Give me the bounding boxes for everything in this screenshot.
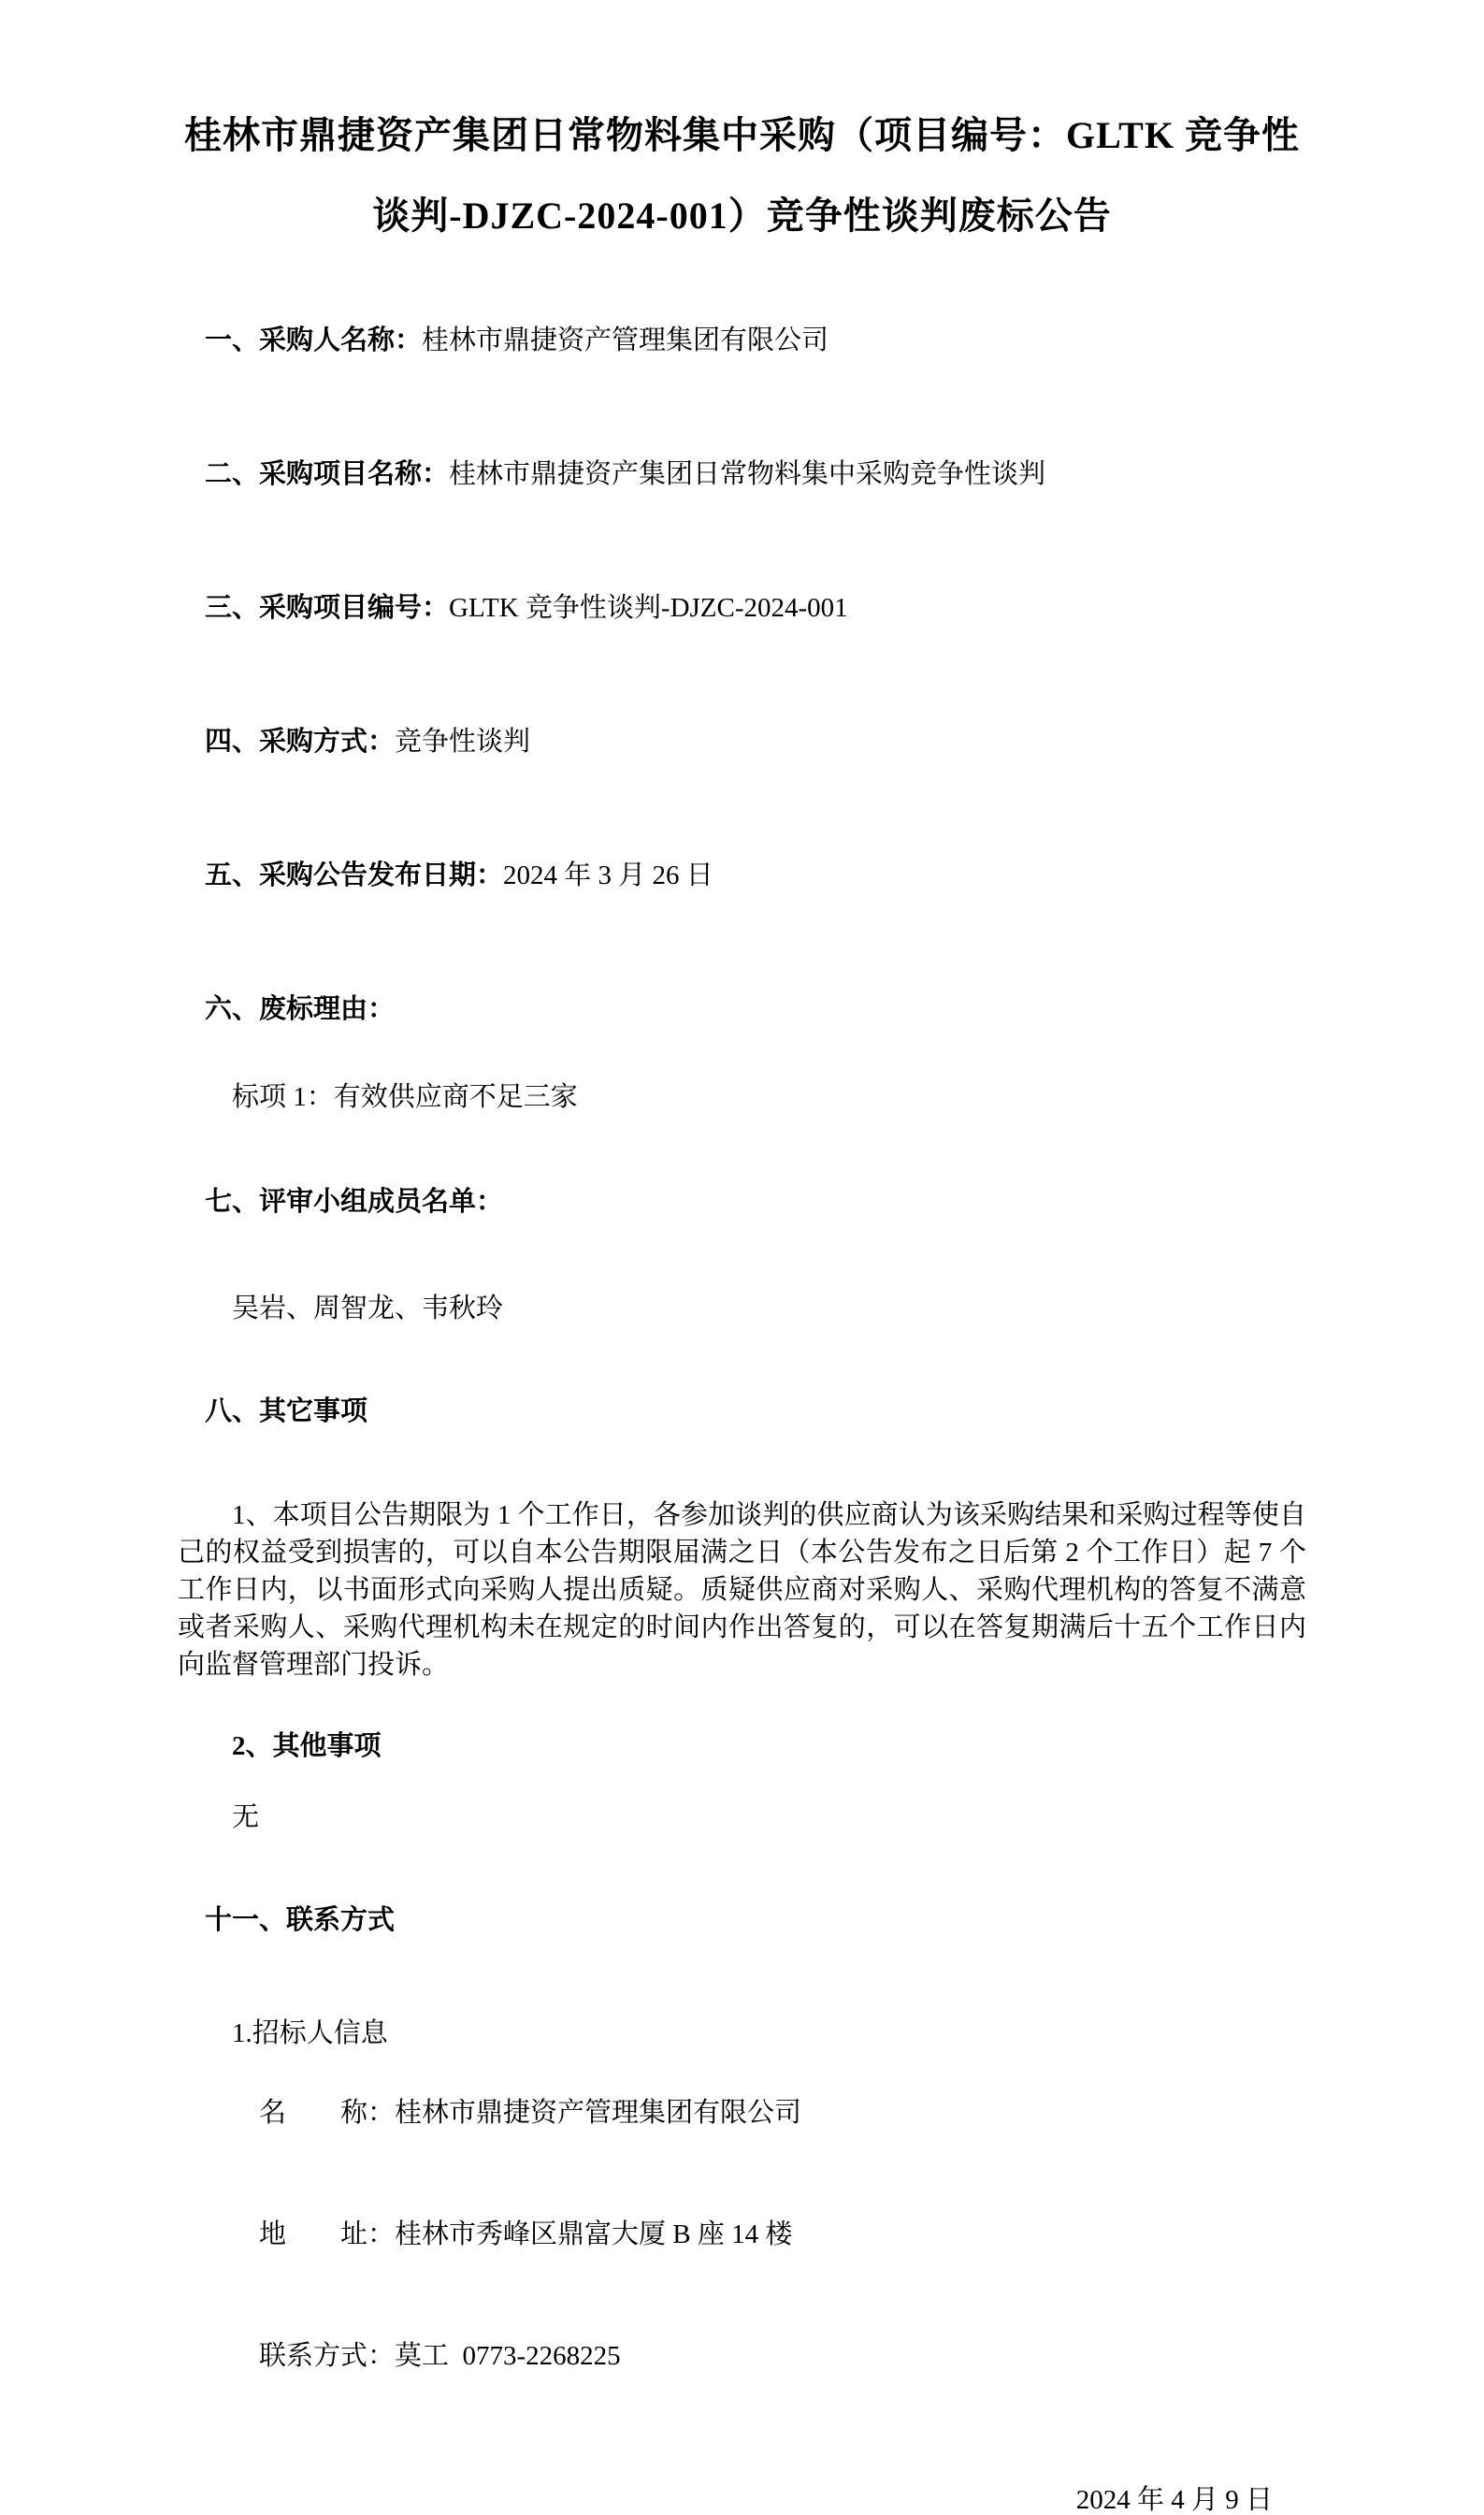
contact-address-value: 桂林市秀峰区鼎富大厦 B 座 14 楼	[395, 2219, 793, 2249]
contact-address-label: 地 址：	[259, 2219, 396, 2249]
section-project-number	[178, 565, 1306, 652]
contact-name-row	[178, 2070, 1306, 2157]
section-value: 竞争性谈判	[395, 727, 531, 757]
section-label: 二、采购项目名称：	[205, 459, 450, 489]
other-matters-subheading: 2、其他事项	[232, 1731, 382, 1761]
contact-phone-label: 联系方式：	[259, 2341, 396, 2371]
cancellation-reason-detail: 标项 1：有效供应商不足三家	[232, 1082, 578, 1112]
section-label: 五、采购公告发布日期：	[205, 860, 504, 890]
section-procurement-method	[178, 699, 1306, 786]
section-purchaser-name	[178, 297, 1306, 384]
section-review-panel	[178, 1159, 1306, 1246]
section-value: 桂林市鼎捷资产管理集团有限公司	[422, 325, 829, 355]
section-label: 一、采购人名称：	[205, 325, 423, 355]
section-announcement-date	[178, 832, 1306, 919]
title-line-1: 桂林市鼎捷资产集团日常物料集中采购（项目编号：GLTK 竞争性	[184, 114, 1300, 156]
section-contact-info	[178, 1877, 1306, 1964]
section-project-name	[178, 431, 1306, 518]
title-line-2: 谈判-DJZC-2024-001）竞争性谈判废标公告	[372, 195, 1112, 237]
contact-address-row	[178, 2191, 1306, 2278]
section-other-matters	[178, 1368, 1306, 1455]
section-label: 十一、联系方式	[205, 1905, 396, 1935]
sign-date: 2024 年 4 月 9 日	[1075, 2485, 1273, 2515]
section-label: 四、采购方式：	[205, 727, 396, 757]
contact-intro: 1.招标人信息	[232, 2018, 388, 2048]
section-value: GLTK 竞争性谈判-DJZC-2024-001	[449, 593, 848, 623]
section-cancellation-reason	[178, 966, 1306, 1053]
section-value: 桂林市鼎捷资产集团日常物料集中采购竞争性谈判	[449, 459, 1046, 489]
document-title	[178, 95, 1306, 256]
other-matters-none: 无	[232, 1802, 260, 1832]
section-label: 七、评审小组成员名单：	[205, 1187, 504, 1217]
contact-name-value: 桂林市鼎捷资产管理集团有限公司	[395, 2098, 802, 2128]
section-label: 三、采购项目编号：	[205, 593, 450, 623]
contact-phone-value: 莫工 0773-2268225	[395, 2341, 621, 2371]
section-label: 六、废标理由：	[205, 994, 396, 1024]
section-value: 2024 年 3 月 26 日	[503, 860, 713, 890]
section-label: 八、其它事项	[205, 1396, 368, 1426]
contact-phone-row	[178, 2313, 1306, 2400]
contact-name-label: 名 称：	[259, 2098, 396, 2128]
review-panel-members: 吴岩、周智龙、韦秋玲	[232, 1294, 504, 1323]
other-matters-paragraph: 1、本项目公告期限为 1 个工作日，各参加谈判的供应商认为该采购结果和采购过程等使自己的权益受到损害的，可以自本公告期限届满之日（本公告发布之日后第 2 个工作日）起 7 个工作日内，以书面形式向采购人提出质疑。质疑供应商对采购人、采购代理机构的答复不满意或者采购人、采购代理机构未在规定的时间内作出答复的，可以在答复期满后十五个工作日内向监督管理部门投诉。	[178, 1500, 1306, 1680]
